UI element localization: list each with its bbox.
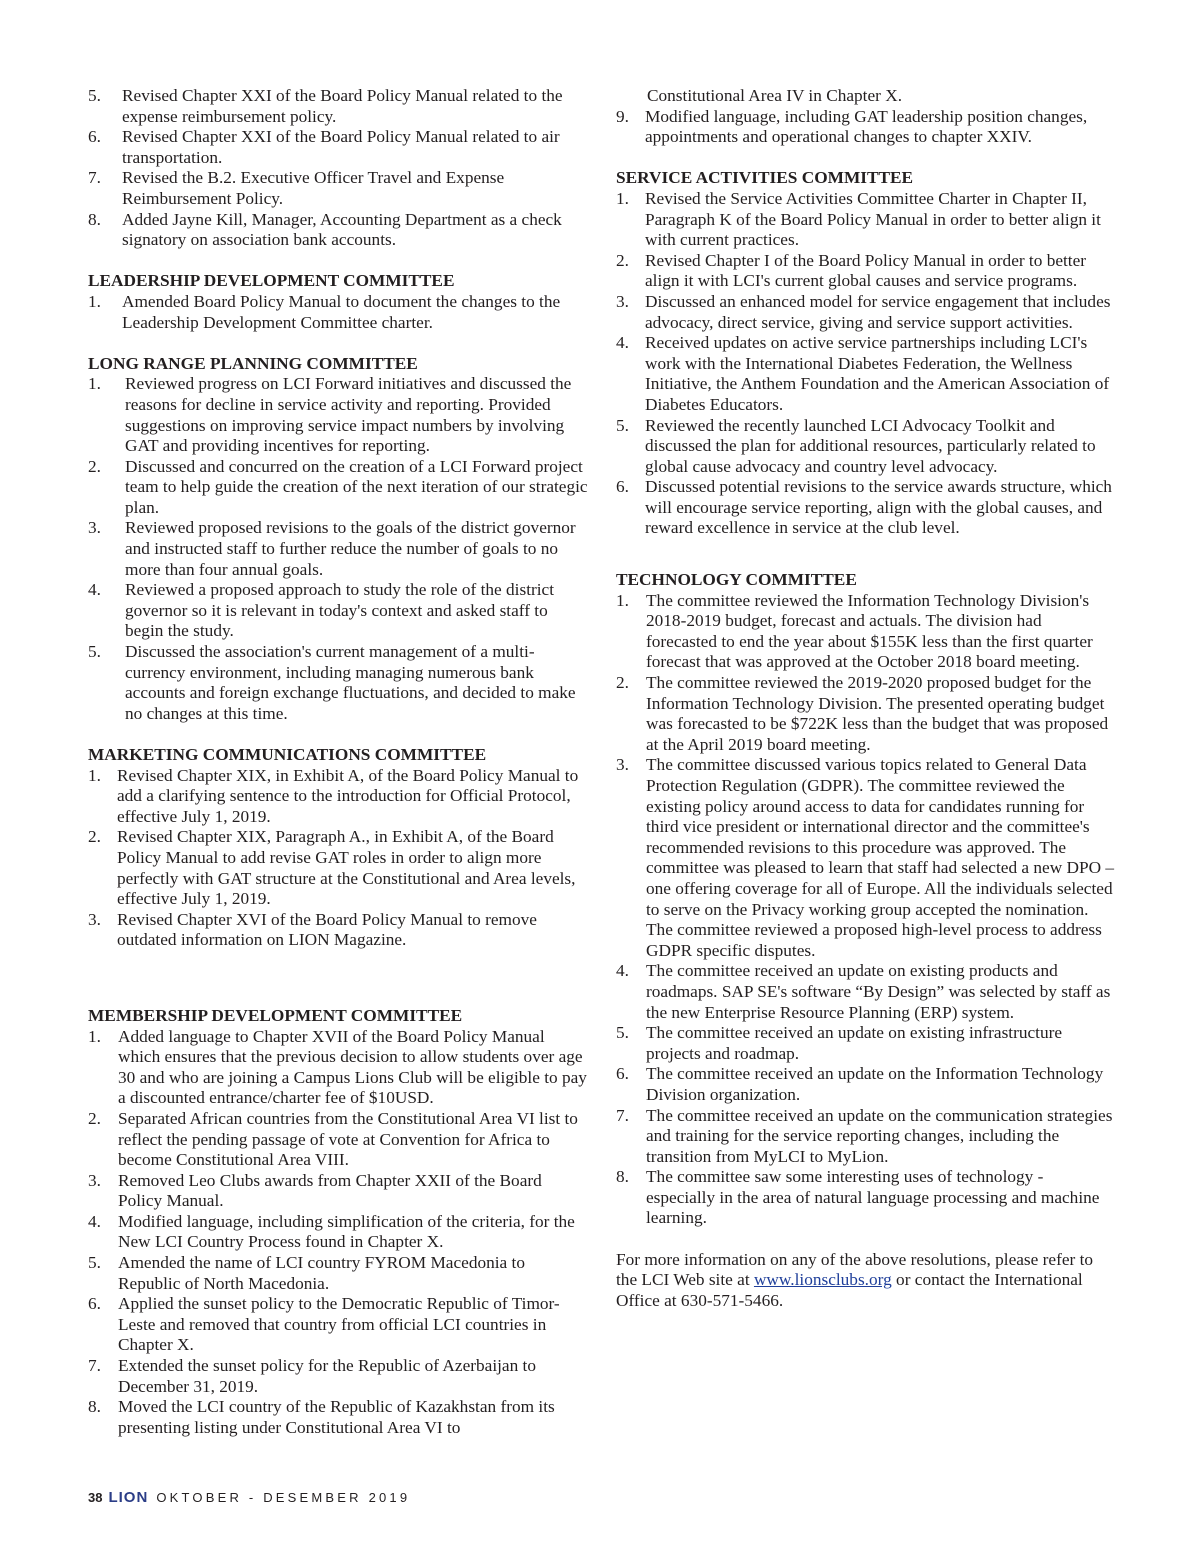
membership-item-continuation: Constitutional Area IV in Chapter X. [647,86,903,105]
issue-date: OKTOBER - DESEMBER 2019 [156,1490,411,1505]
finance-items-list [88,86,588,251]
list-item: 2. Separated African countries from the Constitutional Area VI list to reflect the pending passage of vote at Convention for Africa to become Constitutional Area VIII. [88,1108,578,1170]
left-column [88,86,588,1438]
list-item: 4. Reviewed a proposed approach to study the role of the district governor so it is relevant in today's context and asked staff to begin the study. [88,580,555,641]
list-item: 8. Added Jayne Kill, Manager, Accounting Department as a check signatory on association bank accounts. [88,209,562,250]
service-list [616,189,1116,539]
list-item: 1. Revised the Service Activities Committee Charter in Chapter II, Paragraph K of the Board Policy Manual in order to better align it with current practices. [616,188,1101,250]
list-item: 5. Revised Chapter XXI of the Board Policy Manual related to the expense reimbursement policy. [88,86,563,126]
list-item: 2. Revised Chapter XIX, Paragraph A., in Exhibit A, of the Board Policy Manual to add revise GAT roles in order to align more perfectly with GAT structure at the Constitutional and Area levels, effective July 1, 2019. [88,827,576,909]
page-number: 38 [88,1490,103,1505]
list-item: 4. Modified language, including simplification of the criteria, for the New LCI Country Process found in Chapter X. [88,1211,575,1252]
leadership-heading: LEADERSHIP DEVELOPMENT COMMITTEE [88,271,455,291]
list-item: 7. Revised the B.2. Executive Officer Travel and Expense Reimbursement Policy. [88,168,505,208]
technology-heading: TECHNOLOGY COMMITTEE [616,570,857,590]
membership-list [88,1027,588,1439]
list-item: 8. The committee saw some interesting uses of technology - especially in the area of natural language processing and machine learning. [616,1167,1100,1228]
list-item: 1. Revised Chapter XIX, in Exhibit A, of the Board Policy Manual to add a clarifying sentence to the introduction for Official Protocol, effective July 1, 2019. [88,765,579,826]
list-item: 1. The committee reviewed the Information Technology Division's 2018-2019 budget, forecast and actuals. The division had forecasted to end the year about $155K less than the first quarter forecast that was approved at the October 2018 board meeting. [616,590,1093,672]
technology-list [616,591,1116,1229]
list-item: 5. Reviewed the recently launched LCI Advocacy Toolkit and discussed the plan for additional resources, particularly related to global cause advocacy and country level advocacy. [616,415,1096,476]
list-item: 8. Moved the LCI country of the Republic of Kazakhstan from its presenting listing under Constitutional Area VI to [88,1397,555,1437]
list-item: 7. The committee received an update on the communication strategies and training for the service reporting changes, including the transition from MyLCI to MyLion. [616,1105,1113,1166]
list-item: 3. Revised Chapter XVI of the Board Policy Manual to remove outdated information on LION Magazine. [88,909,537,950]
list-item: 7. Extended the sunset policy for the Republic of Azerbaijan to December 31, 2019. [88,1356,536,1396]
list-item: 4. The committee received an update on existing products and roadmaps. SAP SE's software “By Design” was selected by staff as the new Enterprise Resource Planning (ERP) system. [616,961,1111,1022]
page-footer [88,1489,410,1506]
leadership-list [88,292,588,333]
list-item: 2. Discussed and concurred on the creation of a LCI Forward project team to help guide the creation of the next iteration of our strategic plan. [88,456,588,517]
list-item: 6. Revised Chapter XXI of the Board Policy Manual related to air transportation. [88,127,560,167]
list-item: 3. The committee discussed various topics related to General Data Protection Regulation (GDPR). The committee reviewed the existing policy around access to data for candidates running for third vice president or international director and the committee's recommended revisions to this procedure was approved. The committee was pleased to learn that staff had selected a new DPO – one offering coverage for all of Europe. All the individuals selected to serve on the Privacy working group accepted the nomination. The committee reviewed a proposed high-level process to address GDPR specific disputes. [616,755,1115,960]
membership-heading: MEMBERSHIP DEVELOPMENT COMMITTEE [88,1005,463,1025]
list-item: 2. The committee reviewed the 2019-2020 proposed budget for the Information Technology Division. The presented operating budget was forecasted to be $722K less than the budget that was proposed at the April 2019 board meeting. [616,673,1109,754]
list-item: 5. Amended the name of LCI country FYROM Macedonia to Republic of North Macedonia. [88,1253,525,1293]
list-item: 1. Amended Board Policy Manual to document the changes to the Leadership Development Committee charter. [88,291,561,332]
list-item: 6. Applied the sunset policy to the Democratic Republic of Timor-Leste and removed that country from official LCI countries in Chapter X. [88,1294,560,1355]
closing-paragraph [616,1250,1116,1312]
closing-text-before: For more information on any of the above resolutions, please refer to the LCI Web site at [616,1249,1094,1290]
magazine-brand: LION [108,1489,149,1506]
list-item: 5. The committee received an update on existing infrastructure projects and roadmap. [616,1023,1063,1063]
lionsclubs-website-link[interactable]: www.lionsclubs.org [753,1270,892,1290]
marketing-list [88,766,588,951]
list-item: 2. Revised Chapter I of the Board Policy Manual in order to better align it with LCI's current global causes and service programs. [616,250,1087,291]
right-column [616,86,1116,1311]
long-range-heading: LONG RANGE PLANNING COMMITTEE [88,353,418,373]
list-item: 3. Reviewed proposed revisions to the goals of the district governor and instructed staff to further reduce the number of goals to no more than four annual goals. [88,518,576,579]
list-item: 5. Discussed the association's current management of a multi-currency environment, including managing numerous bank accounts and foreign exchange fluctuations, and decided to make no changes at this time. [88,642,576,723]
membership-list-continued [616,107,1116,148]
list-item: 6. The committee received an update on the Information Technology Division organization. [616,1064,1104,1104]
service-heading: SERVICE ACTIVITIES COMMITTEE [616,168,914,188]
list-item: 1. Added language to Chapter XVII of the Board Policy Manual which ensures that the previous decision to allow students over age 30 and who are joining a Campus Lions Club will be eligible to pay a discounted entrance/charter fee of $10USD. [88,1026,587,1108]
list-item: 3. Discussed an enhanced model for service engagement that includes advocacy, direct service, giving and service support activities. [616,291,1111,332]
list-item: 6. Discussed potential revisions to the service awards structure, which will encourage service reporting, align with the global causes, and reward excellence in service at the club level. [616,477,1112,538]
list-item: 3. Removed Leo Clubs awards from Chapter XXII of the Board Policy Manual. [88,1170,542,1211]
list-item: 9. Modified language, including GAT leadership position changes, appointments and operational changes to chapter XXIV. [616,106,1088,147]
marketing-heading: MARKETING COMMUNICATIONS COMMITTEE [88,745,487,764]
long-range-list [88,374,588,724]
closing-text-after: or contact the International Office at 630-571-5466. [616,1270,1083,1310]
list-item: 4. Received updates on active service partnerships including LCI's work with the International Diabetes Federation, the Wellness Initiative, the Anthem Foundation and the American Association of Diabetes Educators. [616,333,1110,414]
list-item: 1. Reviewed progress on LCI Forward initiatives and discussed the reasons for decline in service activity and reporting. Provided suggestions on improving service impact numbers by involving GAT and providing incentives for reporting. [88,374,572,456]
